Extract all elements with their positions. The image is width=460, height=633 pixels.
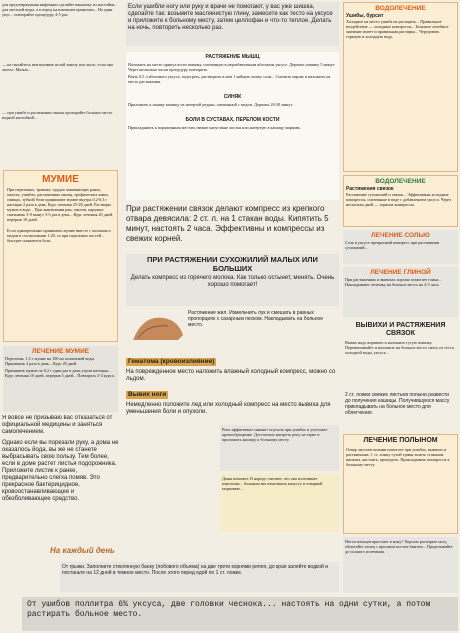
ingrown-text: Ногти пальцев врастают в кожу? Хорошо распарьте ногу, обмотайте палец с вросшим ногтем бинтом... Проделывайте до полного излечения.: [345, 539, 453, 554]
vodo2-subtitle: Растяжения связок: [346, 186, 394, 192]
dry-sinew-box: [126, 254, 339, 306]
vodo-subtitle: Ушибы, бурсит: [346, 13, 384, 19]
clay-title: ЛЕЧЕНИЕ ГЛИНОЙ: [370, 269, 431, 276]
dry-title: ПРИ РАСТЯЖЕНИИ СУХОЖИЛИЙ МАЛЫХ ИЛИ БОЛЬШИХ: [147, 255, 318, 273]
turnip-note: [220, 425, 339, 471]
r1-title: РАСТЯЖЕНИЕ МЫШЦ: [205, 54, 260, 60]
col2-top-note: [126, 2, 339, 46]
r3-title: БОЛИ В СУСТАВАХ, ПЕРЕЛОМ КОСТИ: [185, 117, 280, 123]
salt-title: ЛЕЧЕНИЕ СОЛЬЮ: [371, 232, 430, 239]
treatment-text: Переломы. 1,5 г мумие на 100 мл кипяченой воды. Принимать 2 раза в день... Курс 20 дней.: [5, 356, 96, 366]
vyvih-title: Вывих ноги: [128, 391, 167, 398]
col1-top-text: для предотвращения инфекции сделайте ванночку из настойки... для местной воды, а в перед наложением примочки... На один укус... повторяйте процедуру 4-5 раз.: [2, 2, 118, 17]
polyn-title: ЛЕЧЕНИЕ ПОЛЫНОМ: [363, 437, 438, 444]
dislocation-box: [343, 320, 458, 386]
col2-big-note: [126, 204, 339, 250]
col1-note2-text: — не пытайтесь вытаскивать иглой занозу или жало, если оно засело. Мазью...: [2, 62, 114, 72]
mumie-treatment-box: [3, 346, 118, 412]
mumie-title: МУМИЕ: [42, 174, 79, 185]
leg-text: Растяжение жил. Измельчить лук и смешать в равных пропорциях с сахарным песком. Накладывать на больное место.: [188, 310, 324, 328]
r1-text2: Взять 0,5 л яблочного уксуса, подогреть, растворить в нем 1 чайную ложку соли... Смочить марлю и наложить на место растяжения.: [128, 74, 331, 84]
footer-text: От ушибов поллитра 6% уксуса, две головки чеснока... настоять на одни сутки, а потом растирать больное место.: [27, 600, 431, 619]
vodo-box: [343, 2, 458, 172]
salt-text: Соль в уксусе прекрасный компресс при растяжении сухожилий...: [345, 240, 440, 250]
r2-title: СИНЯК: [223, 94, 242, 100]
vodo2-box: [343, 175, 458, 227]
leg-note: [188, 310, 339, 346]
col1-top-note: [2, 2, 119, 60]
r3-text: Прикладывать к пораженным местам свежие капустные листья или натертую в кашицу морковь.: [128, 125, 301, 130]
col1-note3-text: — при ушибе и растяжении связок протирайте больное место водной настойкой...: [2, 110, 113, 120]
col1-note-sprain: [2, 110, 119, 166]
yellow-text: Дыня поможет. В народе считают, что она излечивает переломы... больным мы измельчать капусту и отварной морковью...: [222, 476, 323, 491]
small-text: 2 ст. ложки свежих листьев полыни развести до получения кашицы. Получившуюся массу прикладывать на больное место для облегчения.: [345, 392, 450, 416]
dislocation-title: ВЫВИХИ И РАСТЯЖЕНИЯ СВЯЗОК: [355, 322, 446, 337]
wormwood-small-note: [343, 390, 458, 430]
footer-strip: [22, 597, 458, 631]
dislocation-text: Вывих надо вправить и наложить тугую повязку. Перемешивайте и наложите на больное место смесь из теста, холодной воды, уксуса...: [345, 340, 455, 355]
every-day-text: От грыжи. Заполните стеклянную банку (лобового объема) на две трети корнями репея, до края залейте водкой и постаньте на 12 дней в темное место. После этого перед едой по 1 ст. ложке.: [62, 564, 328, 576]
col2-remedies: [126, 52, 339, 200]
big-text: При растяжении связок делают компресс из крепкого отвара девясила: 2 ст. л. на 1 стакан воды. Кипятить 5 минут, настоять 2 часа. Эффективны и компрессы из свежих корней.: [126, 204, 329, 243]
every-day-title: На каждый день: [50, 546, 115, 555]
dry-text: Делать компресс из горячего молока. Как только остынет, менять. Очень хорошо помогает!: [130, 275, 335, 288]
gray-text: Репа эффективно снимает опухоль при ушибах и улучшает кровообращение. Достаточно натереть репу на терке и приложить кашицу к больному месту.: [222, 427, 328, 442]
mumie-text2: Если одновременно принимать мумие вместе с молоком и медом в соотношении 1:20, то при переломах костей... быстрее снижается боль.: [7, 228, 111, 243]
vodo2-title: ВОДОЛЕЧЕНИЕ: [375, 178, 426, 185]
polyn-text: Отвар листьев полыни помогает при ушибах, вывихах и растяжениях. 1 ст. ложку сухой травы залить стаканом кипятка, настоять, процедить. Прикладывать компрессы к больному месту.: [346, 447, 450, 467]
salt-box: [343, 230, 458, 264]
treatment-title: ЛЕЧЕНИЕ МУМИЕ: [31, 348, 90, 355]
vyvih-text: Немедленно положите лед или холодный компресс на место вывиха для уменьшения боли и опухоли.: [126, 402, 331, 415]
col1-bottom: [2, 415, 122, 545]
hema-title: Гематома (кровоизлияние): [128, 358, 215, 365]
col2-top-text: Если ушибли ногу или руку и врачи не помогают, у вас уже шишка, сделайте так: возьмите маслянистую глину, замесите как тесто на уксусе и приложите к больному месту, затем целлофан и что-то теплое. Делать на ночь, повторить несколько раз.: [128, 4, 333, 31]
vodo-title: ВОДОЛЕЧЕНИЕ: [375, 5, 426, 12]
clay-text: При растяжениях и вывихах хорошо помогает глина... Накладывают лепешку на больное место на 2-3 часа.: [345, 277, 442, 287]
r1-text: Наложить на место припухлости повязку, смоченную в неразбавленном яблочном уксусе. Держать повязку 5 минут. Через несколько часов процедуру повторить.: [128, 62, 336, 72]
hema-text: На поврежденное место наложить влажный холодный компресс, можно со льдом.: [126, 369, 336, 382]
mumie-text: При переломах, травмах, трудно заживающих ранах, ожогах, ушибах, растяжениях мышц, трофических язвах, свищах, зубной боли принимают мумие внутрь 0,2-0,3 г натощак 2 раза в день. Курс лечения 25-28 дней. Растворы мумие в воде... При заживлении ран, ожогов, наружно смазывать 3-9 минут 3-5 раз в день... Курс лечения 20 дней, перерыв 10 дней.: [7, 187, 114, 222]
leg-icon: [128, 310, 188, 346]
hematoma-block: [126, 350, 339, 420]
col1-bottom-p1: Я вовсе не призываю вас отказаться от официальной медицины и заняться самолечением.: [2, 415, 113, 435]
mumie-box: [3, 170, 118, 342]
vodo2-text: Растяжение сухожилий и связок... Эффективны холодные компрессы, смоченные в воде с добавлением уксуса. Через несколько дней — горячие компрессы.: [346, 192, 452, 207]
r2-text: Приложить к синяку кашицу из натертой редьки, смешанной с медом. Держать 20-30 минут.: [128, 102, 294, 107]
vodo-text: Холодное на место ушиба не растирать... Правильное воздействие — холодные компрессы... Большое лечебное значение имеет и правильная растирка... Чередовать горячую и холодную воду.: [346, 19, 449, 39]
ingrown-nail-note: [343, 537, 458, 593]
leg-illustration: [128, 310, 188, 346]
clay-box: [343, 267, 458, 317]
every-day-note: [60, 562, 339, 592]
col1-bottom-p2: Однако если вы порезали руку, а дома не оказалось йода, вы же не станете выбрасывать свою пользу. Тем более, если в доме растет листья подорожника. Приложите листик к ранке, предварительно слегка помяв. Это прекрасное бактерицидное, кровоостанавливающее и обезболивающее средство.: [2, 440, 119, 502]
every-day-banner: [50, 546, 200, 560]
wormwood-box: [343, 434, 458, 534]
treatment-text2: Принимать мумие по 0,2 г один раз в день утром натощак... Курс лечения 10 дней, перерыв 5 дней... Повторять 3-4 курса.: [5, 368, 115, 378]
melon-note: [220, 474, 339, 532]
col1-note-needle: [2, 62, 119, 108]
